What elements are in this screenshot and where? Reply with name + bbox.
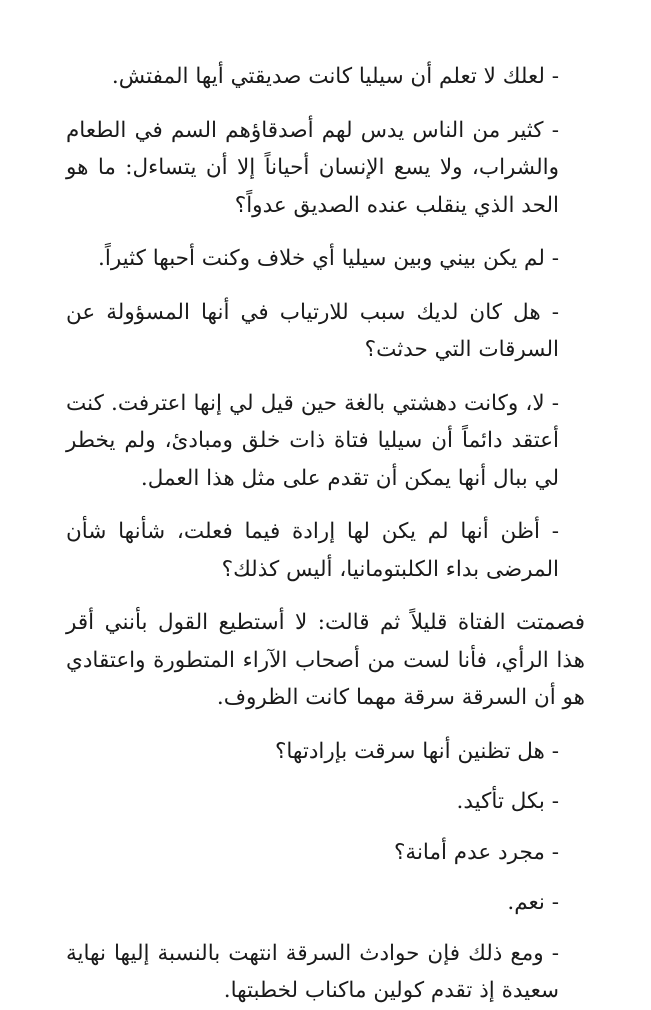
paragraph-6: - أظن أنها لم يكن لها إرادة فيما فعلت، شأنها شأن المرضى بداء الكلبتومانيا، أليس كذلك؟: [66, 519, 559, 582]
paragraph-2: - كثير من الناس يدس لهم أصدقاؤهم السم في الطعام والشراب، ولا يسع الإنسان أحياناً إلا أن يتساءل: ما هو الحد الذي ينقلب عنده الصديق عدواً؟: [66, 117, 559, 218]
paragraph-1: - لعلك لا تعلم أن سيليا كانت صديقتي أيها المفتش.: [111, 64, 559, 89]
paragraph-8: - هل تظنين أنها سرقت بإرادتها؟: [274, 738, 559, 764]
paragraph-4: - هل كان لديك سبب للارتياب في أنها المسؤولة عن السرقات التي حدثت؟: [66, 299, 559, 362]
paragraph-10: - مجرد عدم أمانة؟: [394, 839, 559, 865]
paragraph-11: - نعم.: [507, 890, 559, 915]
paragraph-7: فصمتت الفتاة قليلاً ثم قالت: لا أستطيع القول بأنني أقر هذا الرأي، فأنا لست من أصحاب الآراء المتطورة واعتقادي هو أن السرقة سرقة مهما كانت الظروف.: [66, 610, 585, 710]
paragraph-5: - لا، وكانت دهشتي بالغة حين قيل لي إنها اعترفت. كنت أعتقد دائماً أن سيليا فتاة ذات خلق ومبادئ، ولم يخطر لي ببال أنها يمكن أن تقدم على مثل هذا العمل.: [66, 390, 559, 491]
paragraph-9: - بكل تأكيد.: [456, 789, 559, 814]
paragraph-12: - ومع ذلك فإن حوادث السرقة انتهت بالنسبة إليها نهاية سعيدة إذ تقدم كولين ماكناب لخطبتها.: [66, 940, 559, 1003]
paragraph-3: - لم يكن بيني وبين سيليا أي خلاف وكنت أحبها كثيراً.: [98, 246, 559, 271]
